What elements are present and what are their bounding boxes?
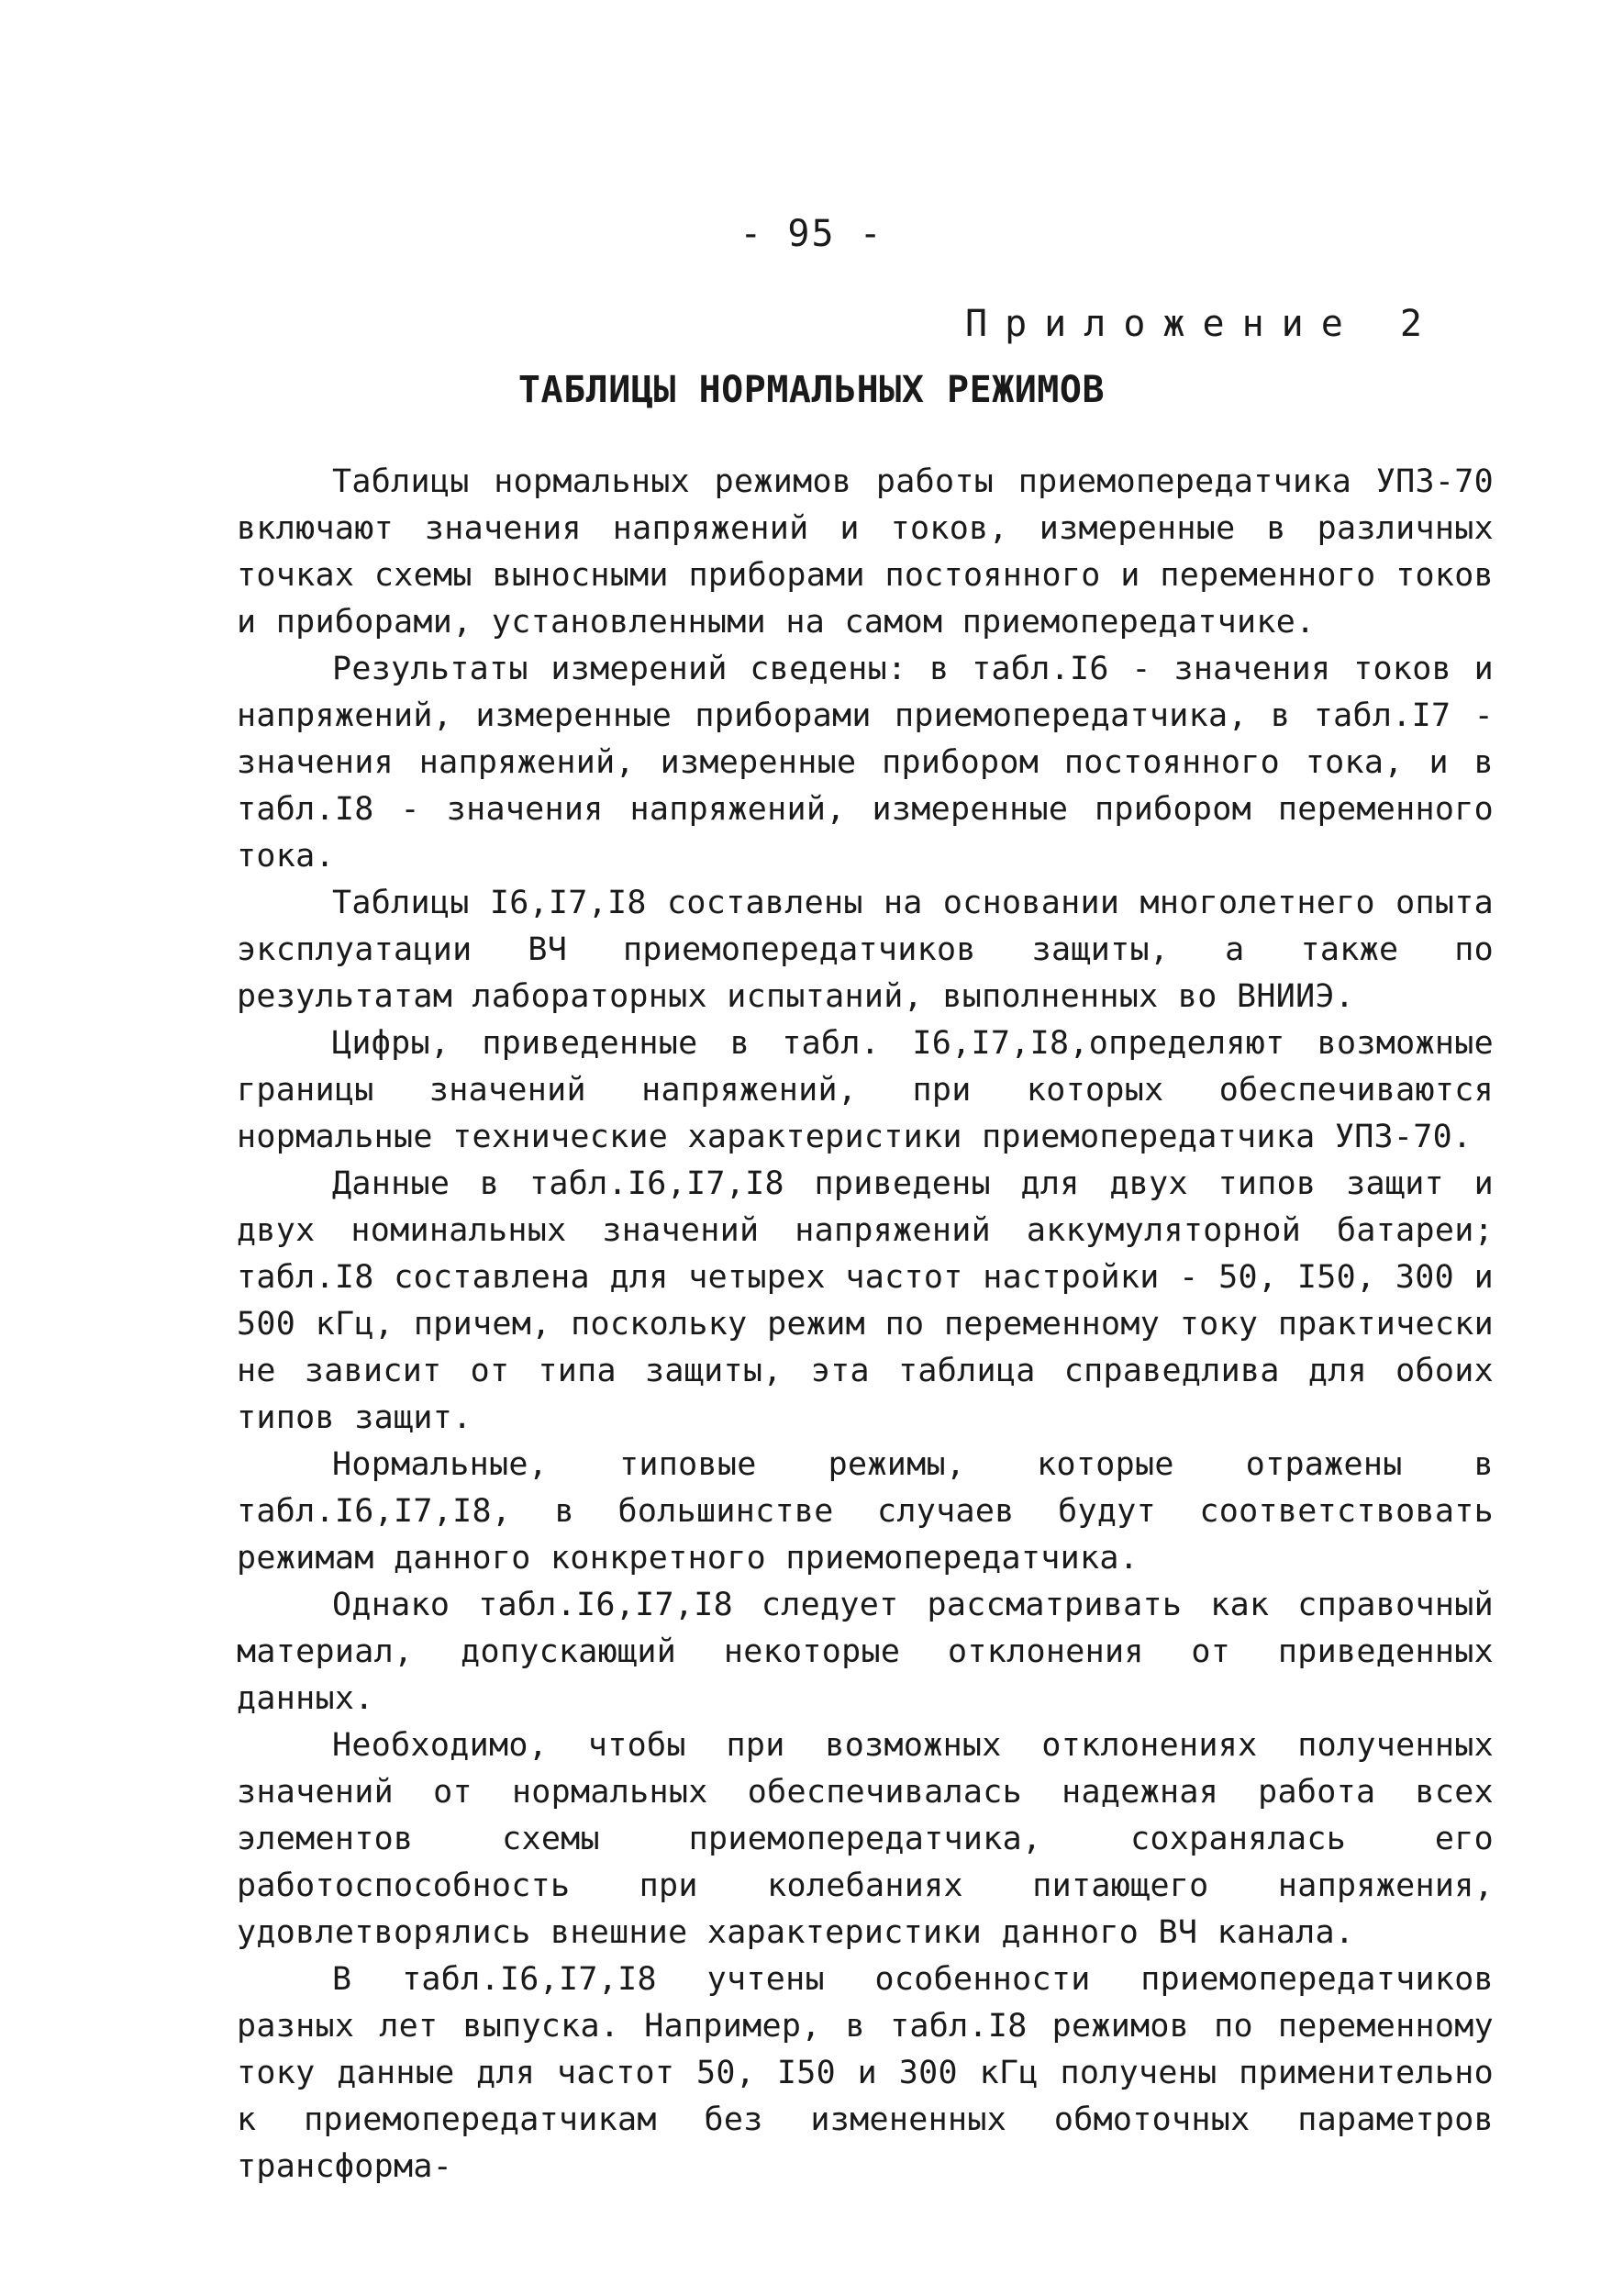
paragraph: Однако табл.I6,I7,I8 следует рассматривать как справочный материал, допускающий некоторые отклонения от приведенных данных. bbox=[237, 1587, 1494, 1717]
paragraph: Данные в табл.I6,I7,I8 приведены для двух типов защит и двух номинальных значений напряжений аккумуляторной батареи; табл.I8 составлена для четырех частот настройки - 50, I50, 300 и 500 кГц, причем, поскольку режим по переменному току практически не зависит от типа защиты, эта таблица справедлива для обоих типов защит. bbox=[237, 1165, 1494, 1436]
paragraph: Необходимо, чтобы при возможных отклонениях полученных значений от нормальных обеспечивалась надежная работа всех элементов схемы приемопередатчика, сохранялась его работоспособность при колебаниях питающего напряжения, удовлетворялись внешние характеристики данного ВЧ канала. bbox=[237, 1727, 1494, 1951]
paragraph: Нормальные, типовые режимы, которые отражены в табл.I6,I7,I8, в большинстве случаев будут соответствовать режимам данного конкретного приемопередатчика. bbox=[237, 1446, 1494, 1577]
section-title: ТАБЛИЦЫ НОРМАЛЬНЫХ РЕЖИМОВ bbox=[517, 369, 1106, 411]
page-number: - 95 - bbox=[739, 213, 884, 255]
body-text bbox=[237, 459, 1494, 2190]
paragraph: Цифры, приведенные в табл. I6,I7,I8,определяют возможные границы значений напряжений, при которых обеспечиваются нормальные технические характеристики приемопередатчика УПЗ-70. bbox=[237, 1025, 1494, 1155]
appendix-label: Приложение 2 bbox=[965, 303, 1440, 345]
paragraph: Результаты измерений сведены: в табл.I6 - значения токов и напряжений, измеренные приборами приемопередатчика, в табл.I7 - значения напряжений, измеренные прибором постоянного тока, и в табл.I8 - значения напряжений, измеренные прибором переменного тока. bbox=[237, 651, 1494, 875]
paragraph: В табл.I6,I7,I8 учтены особенности приемопередатчиков разных лет выпуска. Например, в табл.I8 режимов по переменному току данные для частот 50, I50 и 300 кГц получены применительно к приемопередатчикам без измененных обмоточных параметров трансформа- bbox=[237, 1961, 1494, 2185]
paragraph: Таблицы нормальных режимов работы приемопередатчика УПЗ-70 включают значения напряжений и токов, измеренные в различных точках схемы выносными приборами постоянного и переменного токов и приборами, установленными на самом приемопередатчике. bbox=[237, 463, 1494, 641]
paragraph: Таблицы I6,I7,I8 составлены на основании многолетнего опыта эксплуатации ВЧ приемопередатчиков защиты, а также по результатам лабораторных испытаний, выполненных во ВНИИЭ. bbox=[237, 885, 1494, 1015]
